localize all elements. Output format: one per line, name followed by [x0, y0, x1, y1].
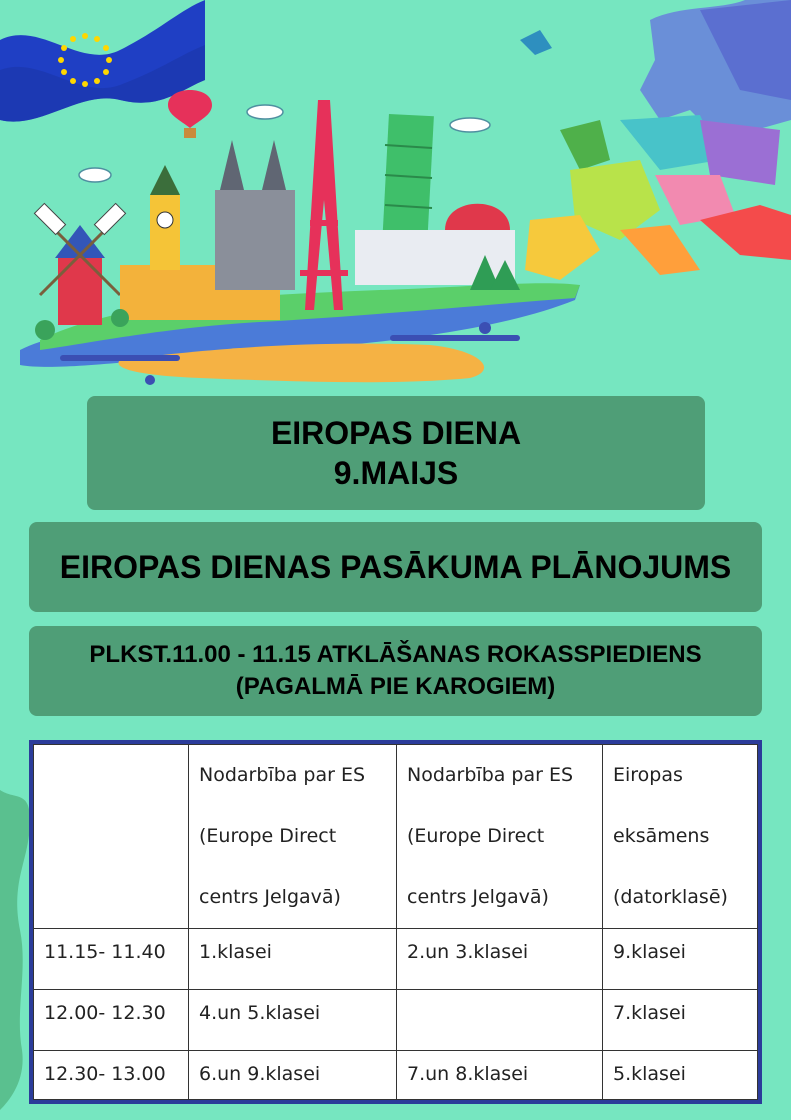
table-header-cell: Nodarbība par ES (Europe Direct centrs Jelgavā) [189, 745, 397, 929]
table-header-cell: Eiropas eksāmens (datorklasē) [603, 745, 758, 929]
table-row [34, 929, 758, 990]
table-cell [397, 990, 603, 1051]
table-cell: 7.un 8.klasei [397, 1051, 603, 1100]
table-header-empty [34, 745, 189, 929]
plan-title: EIROPAS DIENAS PASĀKUMA PLĀNOJUMS [59, 548, 732, 585]
event-title: EIROPAS DIENA [270, 415, 522, 451]
table-row [34, 1051, 758, 1100]
eiffel-tower-icon [300, 100, 348, 310]
opening-banner [29, 626, 762, 716]
time-cell: 11.15- 11.40 [34, 929, 189, 990]
table-cell: 4.un 5.klasei [189, 990, 397, 1051]
time-cell: 12.30- 13.00 [34, 1051, 189, 1100]
table-cell: 9.klasei [603, 929, 758, 990]
table-cell: 6.un 9.klasei [189, 1051, 397, 1100]
windmill-icon [34, 203, 125, 325]
europe-map-icon [520, 0, 791, 280]
opening-time: PLKST.11.00 - 11.15 ATKLĀŠANAS ROKASSPIEDIENS [89, 641, 702, 668]
time-cell: 12.00- 12.30 [34, 990, 189, 1051]
table-row [34, 990, 758, 1051]
schedule-table [29, 740, 762, 1104]
table-cell: 1.klasei [189, 929, 397, 990]
plan-title-banner [29, 522, 762, 612]
table-cell: 7.klasei [603, 990, 758, 1051]
table-cell: 2.un 3.klasei [397, 929, 603, 990]
table-header-cell: Nodarbība par ES (Europe Direct centrs Jelgavā) [397, 745, 603, 929]
table-cell: 5.klasei [603, 1051, 758, 1100]
event-title-banner [87, 396, 705, 510]
opening-location: (PAGALMĀ PIE KAROGIEM) [235, 673, 556, 700]
event-date: 9.MAIJS [333, 455, 459, 491]
hot-air-balloon-icon [168, 90, 212, 138]
table-header-row [34, 745, 758, 929]
europe-landmarks-illustration [0, 0, 791, 395]
